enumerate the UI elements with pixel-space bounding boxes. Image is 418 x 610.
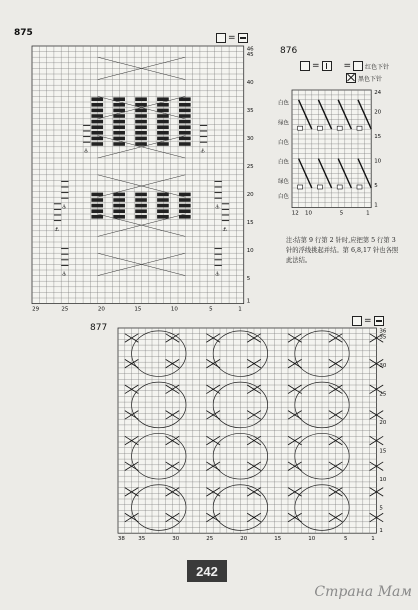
row-label: 15 xyxy=(374,134,382,140)
row-label: 10 xyxy=(246,248,254,255)
row-label: 15 xyxy=(379,448,387,455)
cable-stitch xyxy=(179,125,191,129)
cable-stitch xyxy=(135,137,147,141)
cable-stitch xyxy=(113,198,125,202)
cable-stitch xyxy=(179,209,191,213)
blank-box-icon xyxy=(352,316,362,326)
cable-stitch xyxy=(157,109,169,113)
row-label: 36 xyxy=(379,328,387,335)
col-label: 20 xyxy=(97,306,105,313)
cable-stitch xyxy=(179,120,191,124)
chart-876-key-2 xyxy=(346,73,382,83)
row-label: 1 xyxy=(246,298,251,305)
cable-stitch xyxy=(179,137,191,141)
legend-red-label: 红色下针 xyxy=(365,63,390,71)
cable-stitch xyxy=(135,193,147,197)
col-label: 5 xyxy=(339,210,344,217)
cable-stitch xyxy=(91,109,103,113)
col-label: 10 xyxy=(305,210,312,217)
cable-stitch xyxy=(157,193,169,197)
cable-stitch xyxy=(113,204,125,208)
col-label: 1 xyxy=(238,306,242,313)
row-label: 1 xyxy=(379,528,383,535)
cable-stitch xyxy=(179,109,191,113)
cable-stitch xyxy=(113,215,125,219)
cable-stitch xyxy=(91,125,103,129)
row-label: 35 xyxy=(246,108,254,115)
col-label: 1 xyxy=(371,536,375,543)
cable-stitch xyxy=(179,97,191,101)
anchor-icon: ⚓ xyxy=(215,204,220,211)
cable-stitch xyxy=(157,137,169,141)
cable-stitch xyxy=(157,198,169,202)
row-label: 15 xyxy=(246,220,254,227)
row-label: 46 xyxy=(246,46,254,53)
row-label: 25 xyxy=(246,164,254,171)
chart-876-number: 876 xyxy=(280,46,298,56)
cable-stitch xyxy=(135,131,147,135)
cable-stitch xyxy=(135,204,147,208)
row-label: 24 xyxy=(374,89,382,96)
side-color-label: 白色 xyxy=(277,100,289,107)
cable-stitch xyxy=(91,193,103,197)
watermark: Страна Мам xyxy=(314,584,412,600)
cable-stitch xyxy=(91,142,103,146)
col-label: 35 xyxy=(138,536,146,543)
col-label: 25 xyxy=(61,306,69,313)
row-label: 25 xyxy=(379,391,387,398)
cable-stitch xyxy=(179,103,191,107)
col-label: 1 xyxy=(366,210,370,217)
dash-box-icon xyxy=(374,316,384,326)
cable-stitch xyxy=(91,137,103,141)
cable-stitch xyxy=(91,131,103,135)
cable-stitch xyxy=(113,103,125,107)
cable-stitch xyxy=(113,125,125,129)
col-label: 5 xyxy=(344,536,348,543)
cable-stitch xyxy=(179,131,191,135)
cable-stitch xyxy=(91,209,103,213)
chart-877-number: 877 xyxy=(90,323,108,333)
cable-stitch xyxy=(157,215,169,219)
cable-stitch xyxy=(179,114,191,118)
cable-stitch xyxy=(157,204,169,208)
anchor-icon: ⚓ xyxy=(222,226,228,233)
cable-stitch xyxy=(179,198,191,202)
cable-stitch xyxy=(113,131,125,135)
cable-stitch xyxy=(157,131,169,135)
col-label: 38 xyxy=(117,536,125,543)
side-color-label: 白色 xyxy=(277,193,289,200)
cable-stitch xyxy=(113,114,125,118)
row-label: 20 xyxy=(246,192,254,199)
cable-stitch xyxy=(179,193,191,197)
row-label: 10 xyxy=(379,476,387,483)
row-label: 1 xyxy=(374,202,378,209)
col-label: 30 xyxy=(172,536,180,543)
cable-stitch xyxy=(157,103,169,107)
cable-stitch xyxy=(91,97,103,101)
col-label: 10 xyxy=(170,306,178,313)
cable-stitch xyxy=(135,97,147,101)
col-label: 5 xyxy=(209,306,213,313)
row-label: 30 xyxy=(246,136,254,143)
anchor-icon: ⚓ xyxy=(215,271,220,278)
row-label: 35 xyxy=(379,334,387,341)
cable-stitch xyxy=(135,103,147,107)
col-label: 25 xyxy=(206,536,214,543)
cable-stitch xyxy=(157,114,169,118)
row-label: 40 xyxy=(246,80,254,87)
row-label: 45 xyxy=(246,52,254,59)
dash-box-icon xyxy=(238,33,248,43)
legend-black-label: 黑色下针 xyxy=(358,75,383,83)
cable-stitch xyxy=(135,125,147,129)
cable-stitch xyxy=(113,137,125,141)
row-label: 5 xyxy=(246,276,251,283)
blank-box-icon xyxy=(300,61,310,71)
cable-stitch xyxy=(135,142,147,146)
cable-stitch xyxy=(135,109,147,113)
bar-box-icon xyxy=(322,61,332,71)
side-color-label: 白色 xyxy=(277,159,289,166)
chart-877-grid xyxy=(116,326,400,548)
row-label: 30 xyxy=(379,362,387,369)
cable-stitch xyxy=(135,209,147,213)
side-color-label: 绿色 xyxy=(277,179,289,186)
blank-box-icon xyxy=(353,61,363,71)
chart-875-grid xyxy=(30,44,260,314)
cable-stitch xyxy=(135,215,147,219)
cable-stitch xyxy=(157,209,169,213)
col-label: 15 xyxy=(274,536,282,543)
cable-stitch xyxy=(91,114,103,118)
cable-stitch xyxy=(135,120,147,124)
cable-stitch xyxy=(113,97,125,101)
cross-box-icon xyxy=(346,73,356,83)
anchor-icon: ⚓ xyxy=(54,226,60,233)
chart-875-key: = xyxy=(216,33,248,43)
side-color-label: 白色 xyxy=(277,139,289,146)
page-number: 242 xyxy=(187,560,227,582)
row-label: 5 xyxy=(379,505,383,512)
row-label: 20 xyxy=(374,109,382,116)
blank-box-icon xyxy=(216,33,226,43)
row-label: 5 xyxy=(374,183,378,189)
col-label: 15 xyxy=(134,306,142,313)
chart-876-grid xyxy=(270,86,390,226)
anchor-icon: ⚓ xyxy=(61,204,67,211)
col-label: 12 xyxy=(291,210,299,217)
cable-stitch xyxy=(113,193,125,197)
cable-stitch xyxy=(179,142,191,146)
col-label: 29 xyxy=(32,306,40,313)
chart-877-key: = xyxy=(352,316,384,326)
cable-stitch xyxy=(135,198,147,202)
anchor-icon: ⚓ xyxy=(200,148,206,155)
chart-876-note: 注:结第 9 行第 2 针时,应把第 5 行第 3 针的浮线挑起并结。第 6,8,17 针也各照此法结。 xyxy=(286,237,399,264)
cable-stitch xyxy=(91,120,103,124)
cable-stitch xyxy=(113,109,125,113)
row-label: 20 xyxy=(379,419,387,426)
cable-stitch xyxy=(91,198,103,202)
cable-stitch xyxy=(179,204,191,208)
cable-stitch xyxy=(157,125,169,129)
row-label: 10 xyxy=(374,158,382,165)
cable-stitch xyxy=(91,204,103,208)
col-label: 10 xyxy=(308,536,316,543)
cable-stitch xyxy=(113,209,125,213)
cable-stitch xyxy=(135,114,147,118)
cable-stitch xyxy=(157,142,169,146)
cable-stitch xyxy=(113,142,125,146)
chart-876-key-1: = = 红色下针 xyxy=(300,61,389,71)
anchor-icon: ⚓ xyxy=(61,271,67,278)
cable-stitch xyxy=(91,103,103,107)
chart-875-number: 875 xyxy=(14,28,33,38)
cable-stitch xyxy=(179,215,191,219)
cable-stitch xyxy=(157,120,169,124)
col-label: 20 xyxy=(240,536,248,543)
cable-stitch xyxy=(113,120,125,124)
cable-stitch xyxy=(157,97,169,101)
cable-stitch xyxy=(91,215,103,219)
side-color-label: 绿色 xyxy=(277,120,289,127)
anchor-icon: ⚓ xyxy=(83,148,89,155)
